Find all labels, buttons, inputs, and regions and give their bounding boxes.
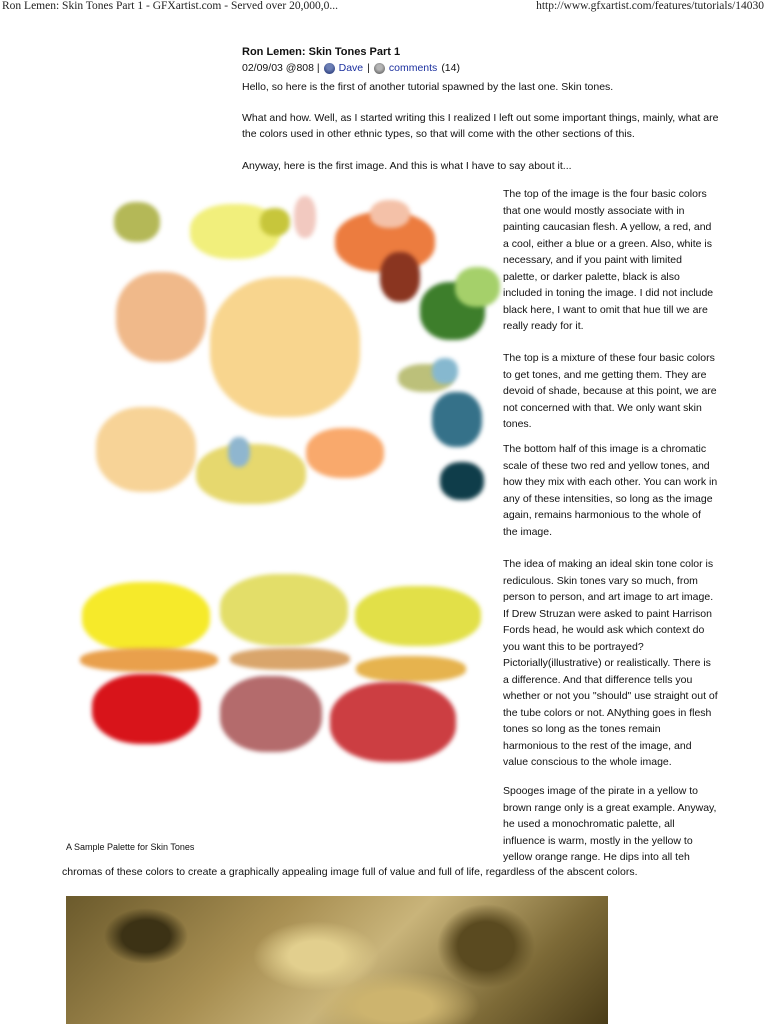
column-paragraph-2: The top is a mixture of these four basic colors to get tones, and me getting them. They are devoid of shade, because at this point, we are not concerned with that. We only want skin tones. [503, 352, 717, 430]
paragraph-3: Anyway, here is the first image. And this is what I have to say about it... [242, 160, 572, 172]
column-paragraph-4: The idea of making an ideal skin tone color is rediculous. Skin tones vary so much, from person to person, and art image to art image. If Drew Struzan were asked to paint Harrison Fords head, he would ask which context do you want this to be portrayed? Pictorially(illustrative) or realistically. There is a difference. And that difference tells you whether or not you "should" use straight out of the tube colors or not. ANything goes in flesh tones so long as the tones remain harmonious to the rest of the image, and value conscious to the whole image. [503, 558, 718, 768]
continuation-paragraph: chromas of these colors to create a graphically appealing image full of value and full of life, regardless of the abscent colors. [62, 866, 638, 878]
column-paragraph-1: The top of the image is the four basic colors that one would mostly associate with in painting caucasian flesh. A yellow, a red, and a cool, either a blue or a green. Also, white is necessary, and if you paint with limited palette, or darker palette, black is also included in toning the image. I did not include black here, I want to omit that hue till we are really ready for it. [503, 188, 714, 332]
article-meta [242, 62, 460, 74]
user-icon [324, 63, 335, 74]
paragraph-2: What and how. Well, as I started writing this I realized I left out some important things, mainly, what are the colors used in other ethnic types, so that will come with the other sections of this. [242, 112, 719, 140]
author-link[interactable]: Dave [338, 62, 364, 74]
article-date: 02/09/03 @808 | [242, 62, 320, 74]
page-header-url: http://www.gfxartist.com/features/tutorials/14030 [536, 0, 764, 12]
comments-link[interactable]: comments [388, 62, 438, 74]
comments-count: (14) [441, 62, 460, 74]
palette-caption: A Sample Palette for Skin Tones [66, 842, 195, 852]
page-header-title: Ron Lemen: Skin Tones Part 1 - GFXartist.com - Served over 20,000,0... [2, 0, 338, 12]
column-paragraph-3: The bottom half of this image is a chromatic scale of these two red and yellow tones, and how they mix with each other. You can work in any of these intensities, so long as the image again, remains harmonious to the whole of the image. [503, 443, 718, 538]
comments-icon [374, 63, 385, 74]
skin-tone-palette-image [80, 182, 510, 792]
intro-paragraph: Hello, so here is the first of another tutorial spawned by the last one. Skin tones. [242, 81, 614, 93]
meta-separator: | [367, 62, 370, 74]
column-paragraph-5: Spooges image of the pirate in a yellow to brown range only is a great example. Anyway, he used a monochromatic palette, all influence is warm, mostly in the yellow to yellow orange range. He dips into all teh [503, 785, 717, 863]
article-title: Ron Lemen: Skin Tones Part 1 [242, 46, 401, 58]
pirate-example-image [66, 896, 608, 1024]
